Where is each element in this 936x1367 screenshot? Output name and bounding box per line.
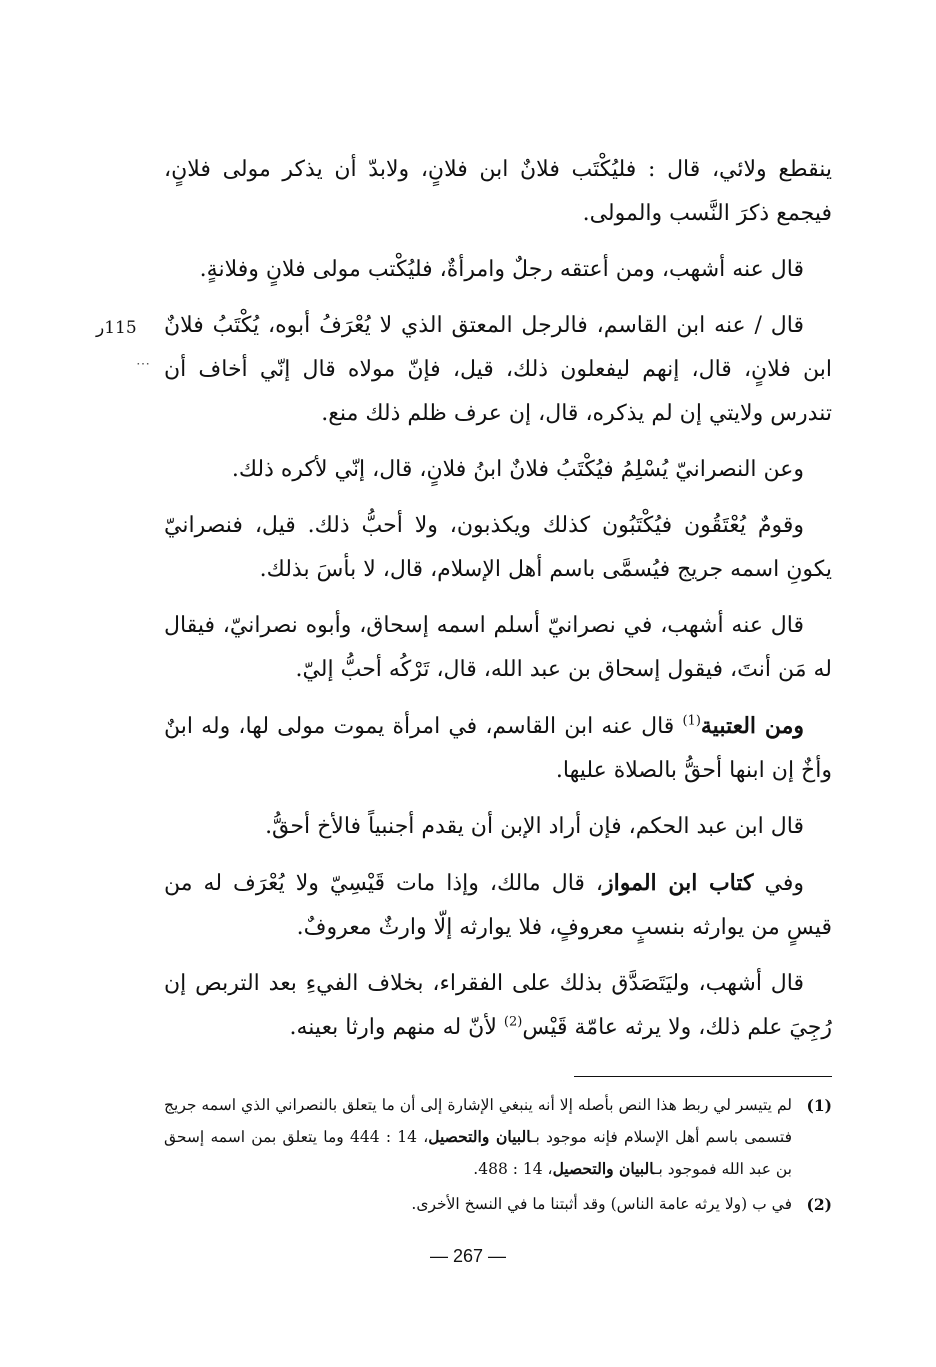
main-text [164, 148, 832, 1062]
paragraph-8: قال ابن عبد الحكم، فإن أراد الإبن أن يقدم أجنبياً فالأخ أحقُّ. [265, 814, 804, 839]
footnote-1-part-b: ، 14 : 444 وما يتعلق بمن اسمه إسحق بن عبد الله فموجود بـ [164, 1128, 792, 1178]
paragraph-3: قال / عنه ابن القاسم، فالرجل المعتق الذي لا يُعْرَفُ أبوه، يُكْتَبُ فلانٌ ابن فلانٍ، قال، إنهم ليفعلون ذلك، قيل، فإنّ مولاه قال إنّي أخاف أن تندرس ولايتي إن لم يذكره، قال، إن عرف ظلم ذلك منع. [164, 313, 832, 426]
folio-marker: 115ر [96, 318, 137, 338]
footnote-1-part-c: ، 14 : 488. [473, 1160, 553, 1178]
footnote-divider [574, 1076, 832, 1077]
footnote-1-source-b: البيان والتحصيل [552, 1159, 654, 1178]
footnote-1 [164, 1090, 832, 1185]
paragraph-10-tail: لأنّ له منهم وارثا بعينه. [289, 1015, 504, 1040]
paragraph-4: وعن النصرانيّ يُسْلِمُ فيُكْتَبُ فلانٌ ابنُ فلانٍ، قال، إنّي لأكره ذلك. [231, 457, 804, 482]
paragraph-7 [164, 704, 832, 793]
paragraph-10 [164, 962, 832, 1050]
footnotes [164, 1090, 832, 1224]
footnote-ref-1: (1) [682, 713, 701, 729]
footnote-1-source-a: البيان والتحصيل [428, 1127, 531, 1146]
footnote-text: في ب (ولا يرثه عامة الناس) وقد أثبتنا ما في النسخ الأخرى. [411, 1195, 792, 1213]
paragraph-6: قال عنه أشهب، في نصرانيّ أسلم اسمه إسحاق، وأبوه نصرانيّ، فيقال له مَن أنتَ، فيقول إسحاق بن عبد الله، قال، تَرْكُه أحبُّ إليّ. [164, 613, 832, 682]
paragraph-10-text: قال أشهب، وليَتَصَدَّق بذلك على الفقراء، بخلاف الفيءِ بعد التربص إن رُجِيَ علم ذلك، ولا يرثه عامّة قَيْس [164, 971, 832, 1040]
paragraph-5: وقومٌ يُعْتَقُون فيُكْتَبُون كذلك ويكذبون، ولا أحبُّ ذلك. قيل، فنصرانيّ يكونِ اسمه جريج فيُسمَّى باسم أهل الإسلام، قال، لا بأسَ بذلك. [164, 513, 832, 582]
source-title-utbiyya: ومن العتبية [700, 713, 804, 739]
footnote-text [164, 1090, 792, 1185]
footnote-2 [164, 1189, 832, 1220]
footnote-number: (2) [806, 1195, 832, 1214]
footnote-number: (1) [806, 1096, 832, 1115]
margin-dots: ⋯ [136, 356, 150, 372]
paragraph-9-text: ، قال مالك، وإذا مات قَيْسِيّ ولا يُعْرَف له من قيسٍ من يوارثه بنسبٍ معروفٍ، فلا يوارثه إلّا وارثٌ معروفٌ. [164, 871, 832, 940]
page-number: — 267 — [429, 1246, 507, 1266]
paragraph-7-text: قال عنه ابن القاسم، في امرأة يموت مولى لها، وله ابنٌ وأخٌ إن ابنها أحقُّ بالصلاة عليها. [164, 714, 832, 783]
footnote-ref-2: (2) [503, 1014, 523, 1030]
paragraph-1: ينقطع ولائي، قال : فليُكْتَب فلانٌ ابن فلانٍ، ولابدّ أن يذكر مولى فلانٍ، فيجمع ذكرَ النَّسب والمولى. [164, 157, 832, 226]
source-title-ibn-mawwaz: كتاب ابن المواز [603, 870, 754, 896]
footnote-1-part-a: لم يتيسر لي ربط هذا النص بأصله إلا أنه ينبغي الإشارة إلى أن ما يتعلق بالنصراني الذي اسمه جريج فتسمى باسم أهل الإسلام فإنه موجود بـ [164, 1096, 793, 1146]
paragraph-2: قال عنه أشهب، ومن أعتقه رجلٌ وامرأةٌ، فليُكْتب مولى فلانٍ وفلانةٍ. [199, 257, 804, 282]
paragraph-9-lead: وفي [753, 871, 804, 896]
paragraph-9 [164, 861, 832, 950]
